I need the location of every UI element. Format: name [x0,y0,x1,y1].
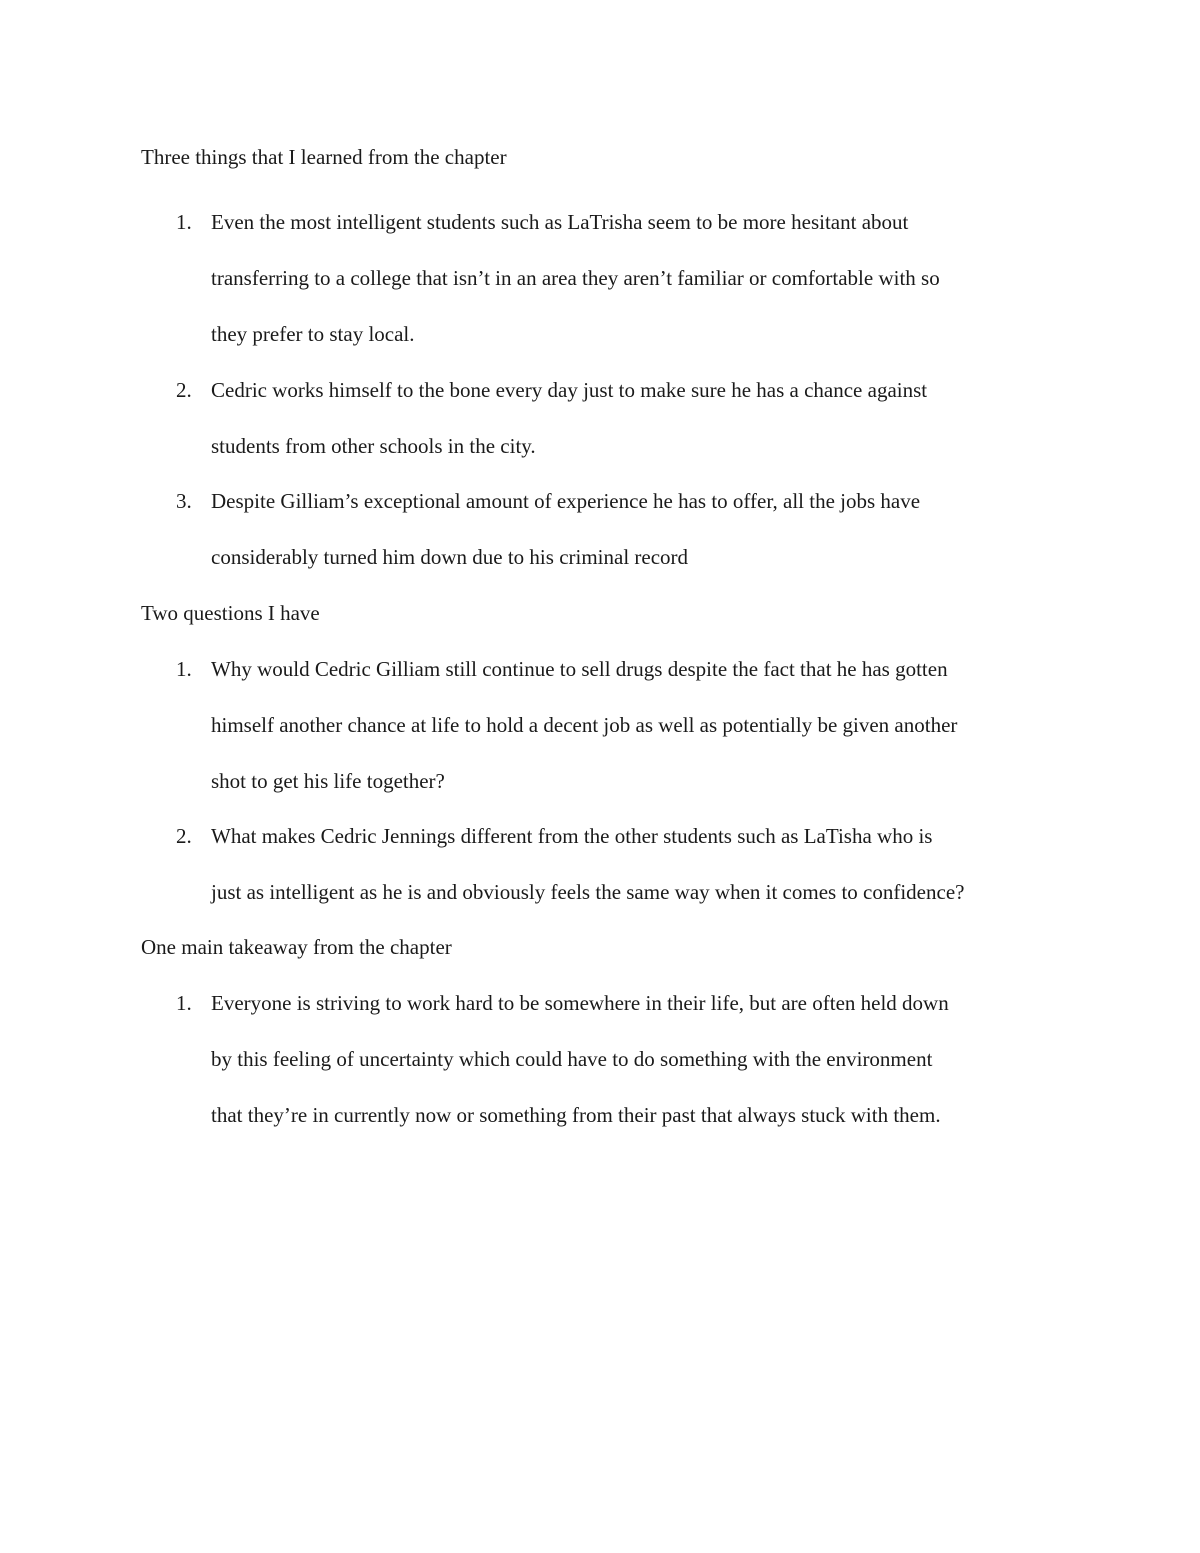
list-item-text [211,808,1071,920]
list-item-number: 2. [176,378,192,402]
text-line: transferring to a college that isn’t in an area they aren’t familiar or comfortable with so [211,266,940,290]
text-line: students from other schools in the city. [211,434,536,458]
list-item-text [211,362,1071,474]
list-item-number: 2. [176,824,192,848]
list-item-number: 1. [176,210,192,234]
text-line: Why would Cedric Gilliam still continue to sell drugs despite the fact that he has gotten [211,657,948,681]
text-line: Despite Gilliam’s exceptional amount of experience he has to offer, all the jobs have [211,489,921,513]
list-item-number: 1. [176,657,192,681]
list-item-number: 1. [176,991,192,1015]
text-line: What makes Cedric Jennings different from the other students such as LaTisha who is [211,824,933,848]
list-item-number: 3. [176,489,192,513]
text-line: just as intelligent as he is and obviously feels the same way when it comes to confidence? [211,880,965,904]
text-line: that they’re in currently now or something from their past that always stuck with them. [211,1103,941,1127]
text-line: Cedric works himself to the bone every day just to make sure he has a chance against [211,378,928,402]
section-heading-questions: Two questions I have [141,601,320,625]
list-item-text [211,194,1071,362]
text-line: Even the most intelligent students such as LaTrisha seem to be more hesitant about [211,210,909,234]
text-line: they prefer to stay local. [211,322,415,346]
list-item-text [211,975,1071,1143]
list-item-text [211,473,1071,585]
text-line: himself another chance at life to hold a decent job as well as potentially be given another [211,713,958,737]
text-line: considerably turned him down due to his criminal record [211,545,689,569]
section-heading-takeaway: One main takeaway from the chapter [141,935,452,959]
text-line: shot to get his life together? [211,769,445,793]
section-heading-learned: Three things that I learned from the chapter [141,145,507,169]
list-item-text [211,641,1071,809]
text-line: by this feeling of uncertainty which could have to do something with the environment [211,1047,933,1071]
text-line: Everyone is striving to work hard to be somewhere in their life, but are often held down [211,991,949,1015]
